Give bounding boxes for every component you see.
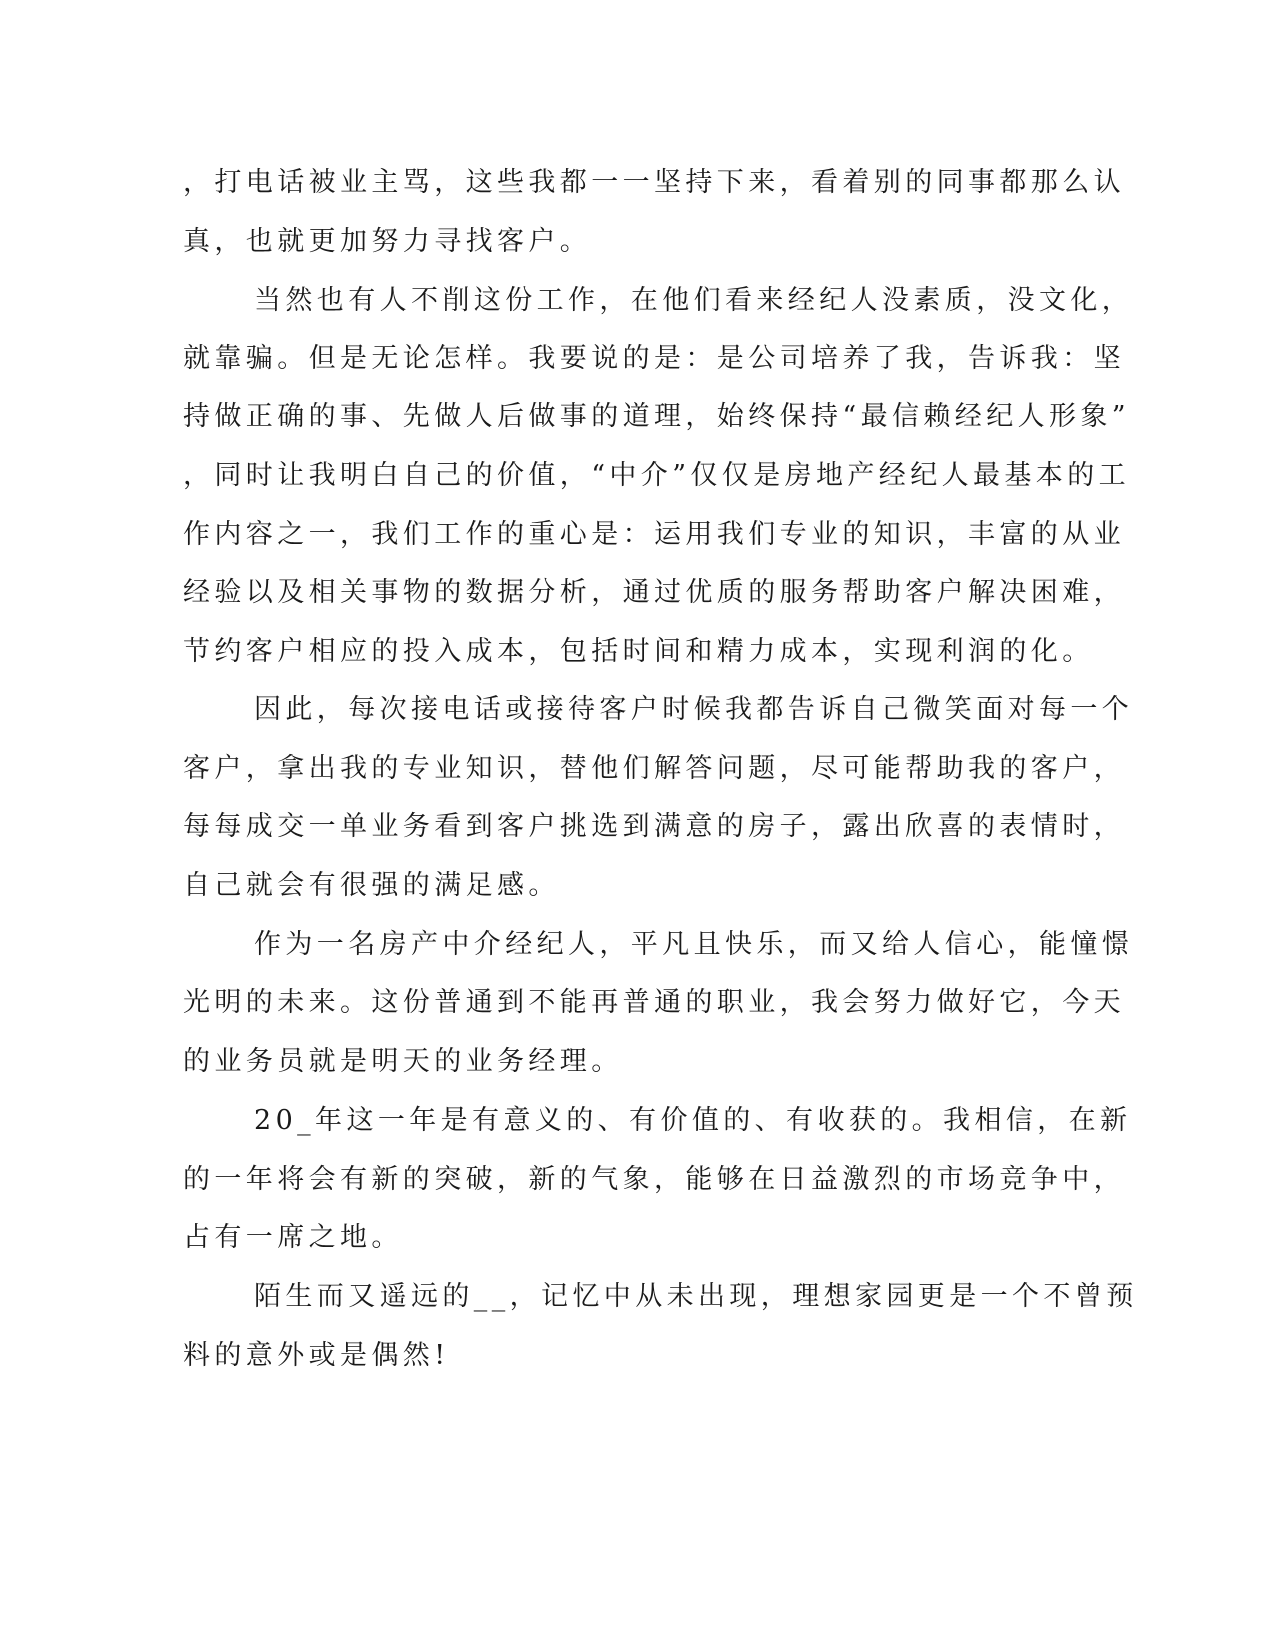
paragraph-first-line: 当然也有人不削这份工作，在他们看来经纪人没素质，没文化， <box>254 285 1134 316</box>
text-line: ，打电话被业主骂，这些我都一一坚持下来，看着别的同事都那么认 <box>183 167 1125 198</box>
text-line: 就靠骗。但是无论怎样。我要说的是：是公司培养了我，告诉我：坚 <box>183 343 1125 374</box>
text-line: 节约客户相应的投入成本，包括时间和精力成本，实现利润的化。 <box>183 636 1094 667</box>
paragraph-first-line: 20_年这一年是有意义的、有价值的、有收获的。我相信，在新 <box>254 1105 1132 1136</box>
text-line: 经验以及相关事物的数据分析，通过优质的服务帮助客户解决困难， <box>183 577 1125 608</box>
text-line: 料的意外或是偶然! <box>183 1340 450 1371</box>
text-line: 每每成交一单业务看到客户挑选到满意的房子，露出欣喜的表情时， <box>183 811 1125 842</box>
text-line: 持做正确的事、先做人后做事的道理，始终保持“最信赖经纪人形象” <box>183 401 1131 432</box>
text-line: ，同时让我明白自己的价值，“中介”仅仅是房地产经纪人最基本的工 <box>183 460 1131 491</box>
text-line: 的业务员就是明天的业务经理。 <box>183 1046 623 1077</box>
paragraph-first-line: 因此，每次接电话或接待客户时候我都告诉自己微笑面对每一个 <box>254 694 1134 725</box>
paragraph-first-line: 作为一名房产中介经纪人，平凡且快乐，而又给人信心，能憧憬 <box>254 929 1134 960</box>
text-line: 客户，拿出我的专业知识，替他们解答问题，尽可能帮助我的客户， <box>183 753 1125 784</box>
text-line: 作内容之一，我们工作的重心是：运用我们专业的知识，丰富的从业 <box>183 519 1125 550</box>
text-line: 的一年将会有新的突破，新的气象，能够在日益激烈的市场竞争中， <box>183 1164 1125 1195</box>
text-line: 真，也就更加努力寻找客户。 <box>183 226 592 257</box>
text-line: 自己就会有很强的满足感。 <box>183 870 560 901</box>
paragraph-first-line: 陌生而又遥远的__，记忆中从未出现，理想家园更是一个不曾预 <box>254 1281 1138 1312</box>
text-line: 占有一席之地。 <box>183 1222 403 1253</box>
text-line: 光明的未来。这份普通到不能再普通的职业，我会努力做好它，今天 <box>183 987 1125 1018</box>
